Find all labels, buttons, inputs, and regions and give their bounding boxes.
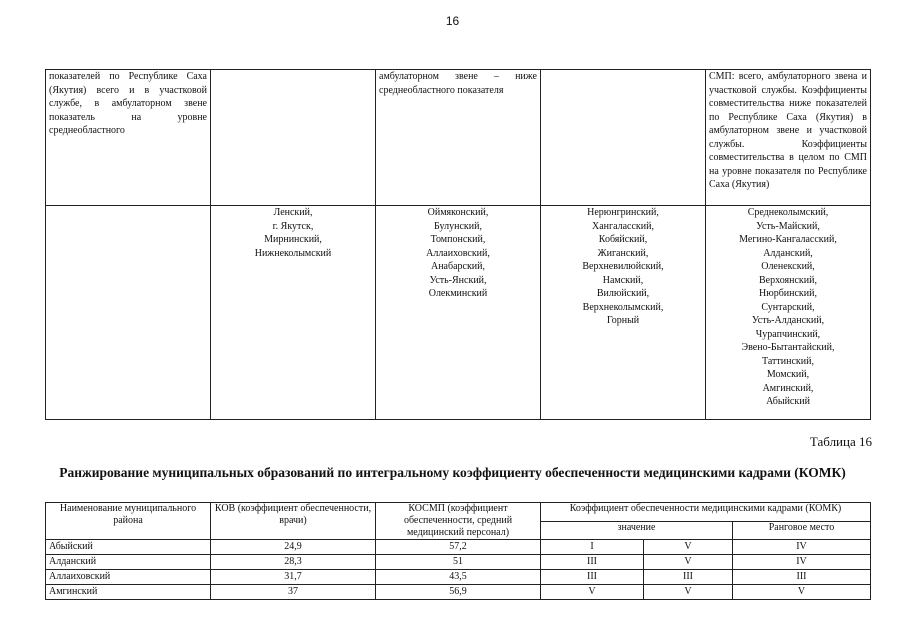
district-name: Верхнеколымский, <box>582 301 664 313</box>
table-row <box>46 570 871 585</box>
district-name: Томпонский, <box>430 234 486 245</box>
cell-value-2: V <box>644 585 733 600</box>
table-row <box>46 585 871 600</box>
table-heading: Ранжирование муниципальных образований по интегральному коэффициенту обеспеченности медицинскими кадрами (КОМК) <box>59 465 846 480</box>
district-name: Среднеколымский, <box>747 207 829 218</box>
district-name: Нерюнгринский, <box>587 207 659 218</box>
district-name: Мегино-Кангаласский, <box>739 234 837 245</box>
top-cell-2-4 <box>541 206 706 420</box>
district-name: Верхоянский, <box>759 274 817 286</box>
header-value: значение <box>541 521 733 540</box>
district-name: Вилюйский, <box>596 288 650 299</box>
top-table <box>45 69 871 420</box>
district-name: Амгинский, <box>762 382 814 394</box>
cell-rank: IV <box>733 555 871 570</box>
header-komk: Коэффициент обеспеченности медицинскими кадрами (КОМК) <box>541 503 871 522</box>
header-rank: Ранговое место <box>733 521 871 540</box>
top-cell-1-1: показателей по Республике Саха (Якутия) всего и в участковой службе, в амбулаторном звене показатель на уровне среднеобластного <box>46 70 211 206</box>
district-name: Чурапчинский, <box>755 328 821 340</box>
cell-kosmp: 43,5 <box>376 570 541 585</box>
district-name: Эвено-Бытантайский, <box>741 342 835 353</box>
cell-kov: 31,7 <box>211 570 376 585</box>
top-cell-1-3: амбулаторном звене – ниже среднеобластного показателя <box>376 70 541 206</box>
top-cell-1-4 <box>541 70 706 206</box>
cell-kosmp: 56,9 <box>376 585 541 600</box>
district-name: Ленский, <box>273 207 313 218</box>
cell-kov: 37 <box>211 585 376 600</box>
cell-kosmp: 57,2 <box>376 540 541 555</box>
table-row <box>46 540 871 555</box>
top-cell-2-3 <box>376 206 541 420</box>
district-name: Нижнеколымский <box>254 247 332 259</box>
komk-table <box>45 502 871 600</box>
header-name: Наименование муниципального района <box>46 503 211 540</box>
top-cell-2-1 <box>46 206 211 420</box>
district-name: Жиганский, <box>597 247 649 259</box>
district-name: г. Якутск, <box>272 220 314 232</box>
top-table-row-districts <box>46 206 871 420</box>
top-cell-2-2 <box>211 206 376 420</box>
cell-kov: 24,9 <box>211 540 376 555</box>
cell-name: Амгинский <box>46 585 211 600</box>
district-name: Момский, <box>766 369 810 380</box>
district-name: Намский, <box>602 274 644 286</box>
top-table-row-description <box>46 70 871 206</box>
district-name: Анабарский, <box>430 261 486 272</box>
cell-name: Абыйский <box>46 540 211 555</box>
district-name: Оленекский, <box>761 261 815 272</box>
header-kosmp: КОСМП (коэффициент обеспеченности, средний медицинский персонал) <box>376 503 541 540</box>
table-row <box>46 555 871 570</box>
cell-value-2: III <box>644 570 733 585</box>
cell-value-1: V <box>541 585 644 600</box>
district-name: Горный <box>606 315 640 326</box>
cell-value-2: V <box>644 555 733 570</box>
district-name: Усть-Янский, <box>429 274 487 286</box>
district-name: Таттинский, <box>762 355 814 367</box>
page-number: 16 <box>445 14 460 28</box>
cell-rank: V <box>733 585 871 600</box>
top-cell-1-5: СМП: всего, амбулаторного звена и участковой службы. Коэффициенты совместительства ниже показателей по Республике Саха (Якутия) в амбулаторном звене и участковой службы. Коэффициенты совместительства в целом по СМП на уровне показателя по Республике Саха (Якутия) <box>706 70 871 206</box>
cell-rank: III <box>733 570 871 585</box>
cell-name: Аллаиховский <box>46 570 211 585</box>
table-label: Таблица 16 <box>809 434 872 449</box>
district-name: Усть-Майский, <box>756 220 820 232</box>
district-name: Усть-Алданский, <box>751 315 825 326</box>
district-name: Алданский, <box>763 247 813 259</box>
district-name: Булунский, <box>434 220 482 232</box>
cell-value-2: V <box>644 540 733 555</box>
district-name: Оймяконский, <box>427 207 489 218</box>
header-kov: КОВ (коэффициент обеспеченности, врачи) <box>211 503 376 540</box>
district-name: Абыйский <box>766 396 810 407</box>
cell-kosmp: 51 <box>376 555 541 570</box>
top-cell-2-5 <box>706 206 871 420</box>
district-name: Олекминский <box>428 288 488 299</box>
district-name: Хангаласский, <box>591 220 654 232</box>
cell-value-1: III <box>541 570 644 585</box>
cell-name: Алданский <box>46 555 211 570</box>
cell-value-1: III <box>541 555 644 570</box>
district-name: Кобяйский, <box>598 234 648 245</box>
district-name: Верхневилюйский, <box>582 261 664 272</box>
district-name: Сунтарский, <box>761 301 815 313</box>
cell-kov: 28,3 <box>211 555 376 570</box>
district-name: Аллаиховский, <box>426 247 490 259</box>
top-cell-1-2 <box>211 70 376 206</box>
district-name: Нюрбинский, <box>759 288 817 299</box>
cell-rank: IV <box>733 540 871 555</box>
cell-value-1: I <box>541 540 644 555</box>
district-name: Мирнинский, <box>264 234 322 245</box>
